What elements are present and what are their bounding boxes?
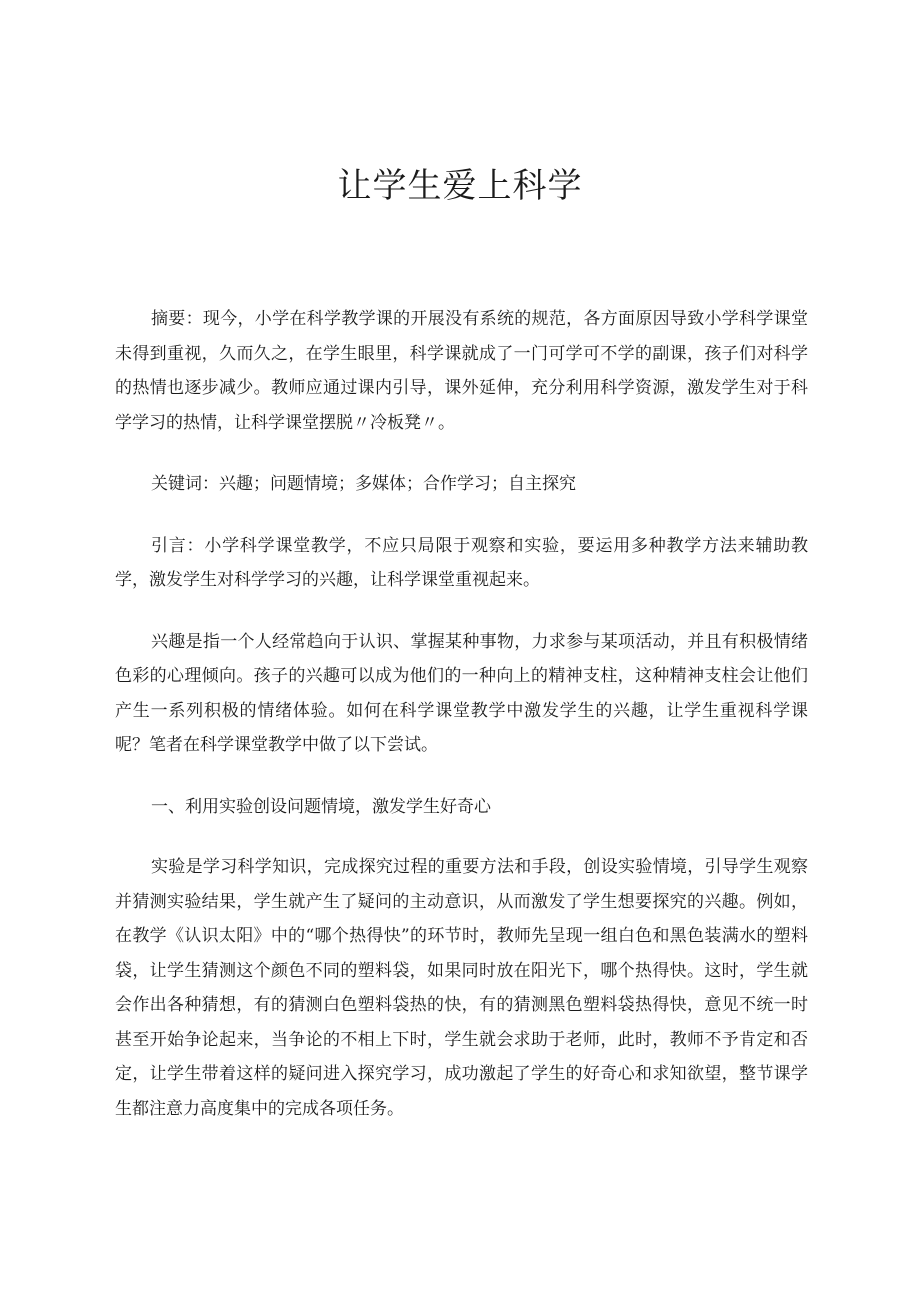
abstract-paragraph: 摘要：现今，小学在科学教学课的开展没有系统的规范，各方面原因导致小学科学课堂未得到重视，久而久之，在学生眼里，科学课就成了一门可学可不学的副课，孩子们对科学的热情也逐步减少。教师应通过课内引导，课外延伸，充分利用科学资源，激发学生对于科学学习的热情，让科学课堂摆脱〃冷板凳〃。	[115, 309, 808, 433]
introduction-paragraph: 引言：小学科学课堂教学，不应只局限于观察和实验，要运用多种教学方法来辅助教学，激发学生对科学学习的兴趣，让科学课堂重视起来。	[115, 535, 808, 590]
document-body	[115, 302, 808, 1153]
document-title: 让学生爱上科学	[337, 166, 583, 206]
keywords-line: 关键词：兴趣；问题情境；多媒体；合作学习；自主探究	[151, 474, 576, 494]
interest-paragraph: 兴趣是指一个人经常趋向于认识、掌握某种事物，力求参与某项活动，并且有积极情绪色彩的心理倾向。孩子的兴趣可以成为他们的一种向上的精神支柱，这种精神支柱会让他们产生一系列积极的情绪体验。如何在科学课堂教学中激发学生的兴趣，让学生重视科学课呢？笔者在科学课堂教学中做了以下尝试。	[115, 631, 808, 755]
section-1-paragraph: 实验是学习科学知识，完成探究过程的重要方法和手段，创设实验情境，引导学生观察并猜测实验结果，学生就产生了疑问的主动意识，从而激发了学生想要探究的兴趣。例如，在教学《认识太阳》中的“哪个热得快”的环节时，教师先呈现一组白色和黑色装满水的塑料袋，让学生猜测这个颜色不同的塑料袋，如果同时放在阳光下，哪个热得快。这时，学生就会作出各种猜想，有的猜测白色塑料袋热的快，有的猜测黑色塑料袋热得快，意见不统一时甚至开始争论起来，当争论的不相上下时，学生就会求助于老师，此时，教师不予肯定和否定，让学生带着这样的疑问进入探究学习，成功激起了学生的好奇心和求知欲望，整节课学生都注意力高度集中的完成各项任务。	[115, 857, 808, 1119]
section-1-heading: 一、利用实验创设问题情境，激发学生好奇心	[151, 796, 491, 817]
